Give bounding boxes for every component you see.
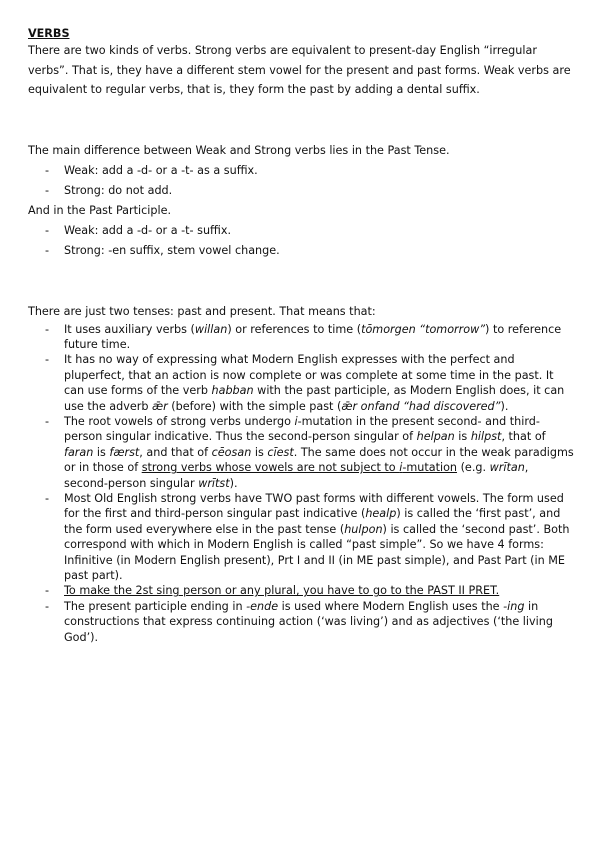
list-item: - Most Old English strong verbs have TWO past forms with different vowels. The form used for the first and third-person singular past indicative (healp) is called the ‘first past’, and the form used everywhere else in the past tense (hulpon) is called the ‘second past’. Both correspond with which in Modern English is called “past simple”. So we have 4 forms: Infinitive (in Modern English present), Prt I and II (in ME past simple), and Past Part (in ME past part). xyxy=(45,491,570,582)
participle-list xyxy=(28,221,574,261)
list-item: - The present participle ending in -ende is used where Modern English uses the -ing in constructions that express continuing action (‘was living’) and as adjectives (‘the living God’). xyxy=(45,599,553,644)
participle-lead: And in the Past Participle. xyxy=(28,203,172,217)
section-heading: VERBS xyxy=(28,27,70,40)
tenses-lead: There are just two tenses: past and present. That means that: xyxy=(28,304,376,318)
past-tense-list xyxy=(28,161,574,201)
list-item: - It has no way of expressing what Modern English expresses with the perfect and pluperfect, that an action is now complete or was complete at some time in the past. It can use forms of the verb habban with the past participle, as Modern English does, it can use the adverb ǣr (before) with the simple past (ǣr onfand “had discovered”). xyxy=(45,353,565,413)
list-item: - Strong: do not add. xyxy=(45,183,173,197)
document-page xyxy=(28,27,574,645)
list-item: - Weak: add a -d- or a -t- as a suffix. xyxy=(45,163,258,177)
list-item: - Weak: add a -d- or a -t- suffix. xyxy=(45,223,232,237)
list-item: - Strong: -en suffix, stem vowel change. xyxy=(45,243,280,257)
list-item: - The root vowels of strong verbs undergo i-mutation in the present second- and third-person singular indicative. Thus the second-person singular of helpan is hilpst, that of faran is færst, and that of cēosan is cīest. The same does not occur in the weak paradigms or in those of strong verbs whose vowels are not subject to i-mutation (e.g. wrītan, second-person singular wrītst). xyxy=(45,414,574,490)
difference-lead: The main difference between Weak and Strong verbs lies in the Past Tense. xyxy=(28,143,450,157)
list-item: - To make the 2st sing person or any plural, you have to go to the PAST II PRET. xyxy=(45,584,500,598)
list-item: - It uses auxiliary verbs (willan) or references to time (tōmorgen “tomorrow”) to reference future time. xyxy=(45,322,562,351)
tenses-list xyxy=(28,322,574,646)
intro-paragraph: There are two kinds of verbs. Strong verbs are equivalent to present-day English “irregular verbs”. That is, they have a different stem vowel for the present and past forms. Weak verbs are equivalent to regular verbs, that is, they form the past by adding a dental suffix. xyxy=(28,44,571,96)
